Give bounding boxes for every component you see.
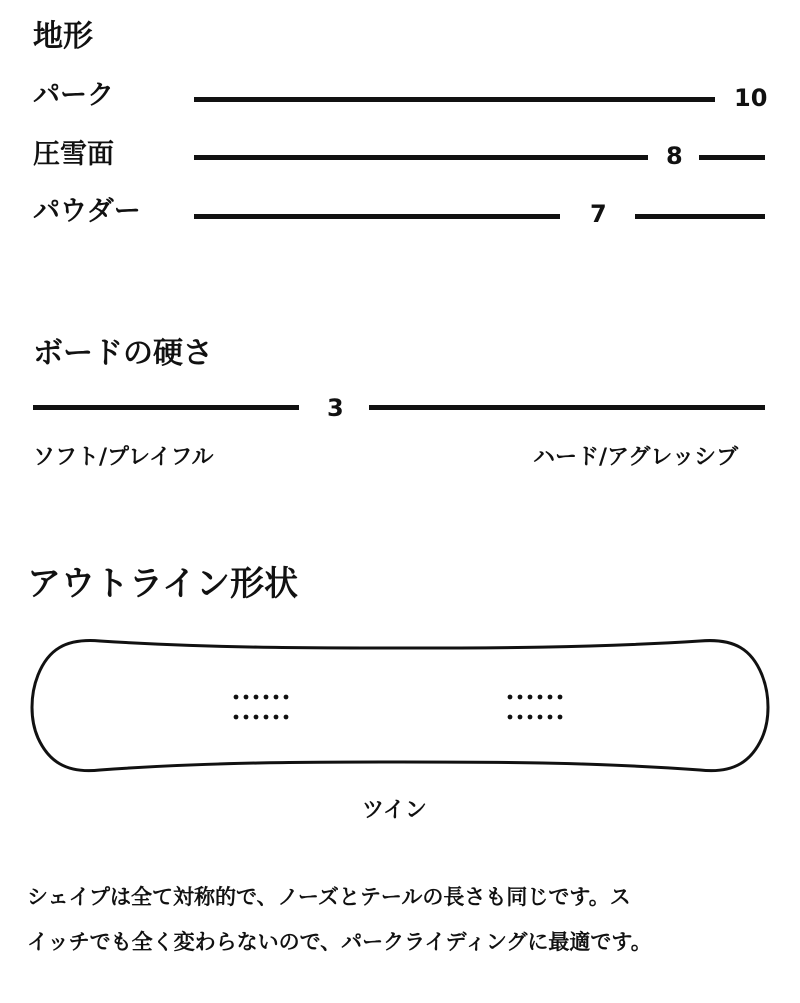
terrain-row-label-park: パーク [33, 80, 114, 111]
description-line-1: シェイプは全て対称的で、ノーズとテールの長さも同じです。ス [27, 885, 631, 909]
twin-board-outline-icon [0, 620, 800, 790]
terrain-groomed-bar-right [699, 155, 765, 160]
terrain-powder-bar-left [194, 214, 560, 219]
terrain-row-label-powder: パウダー [33, 196, 141, 227]
board-outline [32, 641, 768, 771]
terrain-powder-value: 7 [590, 200, 607, 228]
terrain-groomed-value: 8 [666, 142, 683, 170]
flex-left-label: ソフト/プレイフル [33, 445, 214, 470]
binding-inserts-left [234, 695, 289, 720]
binding-inserts-right [508, 695, 563, 720]
flex-bar-right [369, 405, 765, 410]
flex-bar-left [33, 405, 299, 410]
terrain-groomed-bar-left [194, 155, 648, 160]
terrain-park-bar [194, 97, 715, 102]
description-line-2: イッチでも全く変わらないので、パークライディングに最適です。 [27, 930, 652, 954]
terrain-powder-bar-right [635, 214, 765, 219]
terrain-park-value: 10 [734, 84, 768, 112]
flex-right-label: ハード/アグレッシブ [533, 445, 739, 470]
flex-title: ボードの硬さ [33, 336, 213, 371]
terrain-title: 地形 [33, 19, 93, 54]
flex-value: 3 [327, 394, 344, 422]
outline-title: アウトライン形状 [27, 564, 298, 604]
outline-shape-label: ツイン [362, 798, 427, 823]
terrain-row-label-groomed: 圧雪面 [33, 139, 114, 170]
